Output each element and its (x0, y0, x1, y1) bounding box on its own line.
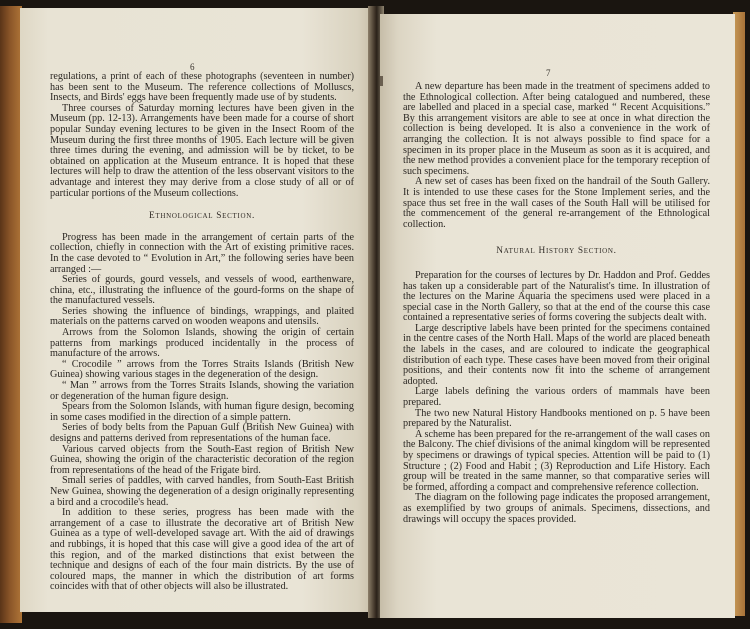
paragraph: A new departure has been made in the treatment of specimens added to the Ethnological collection. After being catalogued and numbered, these are labelled and placed in a special case, marked “ Recent Acquisitions.” By this arrangement visitors are able to see at once in what direction the collection is being developed. It is also a convenience in the work of arranging the collection. It is not always possible to find space for a specimen in its proper place in the Museum as soon as it is acquired, and the new method provides a convenient place for the temporary reception of such specimens. (403, 81, 710, 177)
paragraph: “ Crocodile ” arrows from the Torres Straits Islands (British New Guinea) showing various stages in the degeneration of the design. (50, 358, 354, 381)
paragraph: Progress has been made in the arrangement of certain parts of the collection, chiefly in connection with the Art of existing primitive races. In the case devoted to “ Evolution in Art,” the following series have been arranged :— (50, 231, 354, 275)
paragraph: The two new Natural History Handbooks mentioned on p. 5 have been prepared by the Naturalist. (403, 407, 710, 430)
right-text-column (403, 82, 710, 525)
margin-mark (380, 76, 383, 86)
paragraph: Small series of paddles, with carved handles, from South-East British New Guinea, showing the degeneration of a design originally representing a bird and a crocodile's head. (50, 475, 354, 508)
page-number: 7 (546, 68, 551, 78)
right-page (380, 14, 735, 618)
left-text-column (50, 72, 354, 593)
paragraph: Large labels defining the various orders of mammals have been prepared. (403, 386, 710, 409)
paragraph: Three courses of Saturday morning lectures have been given in the Museum (pp. 12-13). Arrangements have been made for a course of short popular Sunday evening lectures to be given in the Insect Room of the Museum during the first three months of 1905. Each lecture will be given three times during the evening, and admission will be by ticket, to be obtained on application at the Museum entrance. It is hoped that these lectures will help to draw the attention of the less observant visitors to the advantage and interest they may derive from a close study of all or of particular portions of the Museum collections. (50, 102, 354, 199)
paragraph: “ Man ” arrows from the Torres Straits Islands, showing the variation or degeneration of the human figure design. (50, 380, 354, 402)
paragraph: Series of body belts from the Papuan Gulf (British New Guinea) with designs and patterns derived from representations of the human face. (50, 422, 354, 444)
paragraph: Spears from the Solomon Islands, with human figure design, becoming in some cases modified in the direction of a simple pattern. (50, 401, 354, 423)
paragraph: Series showing the influence of bindings, wrappings, and plaited materials on the patterns carved on wooden weapons and utensils. (50, 305, 354, 328)
paragraph: Preparation for the courses of lectures by Dr. Haddon and Prof. Geddes has taken up a considerable part of the Naturalist's time. In illustration of the lectures on the Marine Aquaria the specimens used were placed in a special case in the North Gallery, so that at the end of the course this case contained a representative series of forms covering the subjects dealt with. (403, 269, 710, 324)
paragraph: A new set of cases has been fixed on the handrail of the South Gallery. It is intended to use these cases for the Stone Implement series, and the space thus set free in the wall cases of the South Hall will be utilised for the commencement of the general re-arrangement of the Ethnological collection. (403, 176, 710, 230)
paragraph: Arrows from the Solomon Islands, showing the origin of certain patterns from markings produced incidentally in the process of manufacture of the arrows. (50, 327, 354, 360)
section-heading: Natural History Section. (496, 246, 617, 257)
left-page (20, 8, 372, 612)
paragraph: The diagram on the following page indicates the proposed arrangement, as exemplified by two groups of animals. Specimens, dissections, and drawings will occupy the spaces provided. (403, 492, 710, 525)
paragraph: Large descriptive labels have been printed for the specimens contained in the centre cases of the North Hall. Maps of the world are placed beneath the labels in the cases, and are coloured to indicate the geographical distribution of each type. These cases have been moved from their original positions, and their contents now fit into the scheme of arrangement adopted. (403, 322, 710, 387)
paragraph: Various carved objects from the South-East region of British New Guinea, showing the origin of the characteristic decoration of the region from representations of the head of the Frigate bird. (50, 443, 354, 476)
left-cover-edge (0, 6, 22, 623)
paragraph: In addition to these series, progress has been made with the arrangement of a case to illustrate the decorative art of British New Guinea as a type of well-developed savage art. With the aid of drawings and rubbings, it is hoped that this case will give a good idea of the art of this region, and of the marked distinctions that exist between the technique and designs of each of the four main districts. By the use of coloured maps, the manner in which the distribution of art forms coincides with that of other objects will also be illustrated. (50, 507, 354, 593)
section-heading: Ethnological Section. (148, 211, 256, 222)
paragraph: regulations, a print of each of these photographs (seventeen in number) has been sent to the Museum. The reference collections of Molluscs, Insects, and Birds' eggs have been frequently made use of by students. (50, 71, 354, 104)
page-number: 6 (190, 62, 195, 72)
paragraph: A scheme has been prepared for the re-arrangement of the wall cases on the Balcony. The chief divisions of the animal kingdom will be represented by specimens or drawings of typical species. Attention will be paid to (1) Structure ; (2) Food and Habit ; (3) Reproduction and Life History. Each group will be treated in the same manner, so that comparative series will be formed, affording a compact and comprehensive reference collection. (403, 428, 710, 493)
paragraph: Series of gourds, gourd vessels, and vessels of wood, earthenware, china, etc., illustrating the influence of the gourd-forms on the shape of the manufactured vessels. (50, 274, 354, 307)
